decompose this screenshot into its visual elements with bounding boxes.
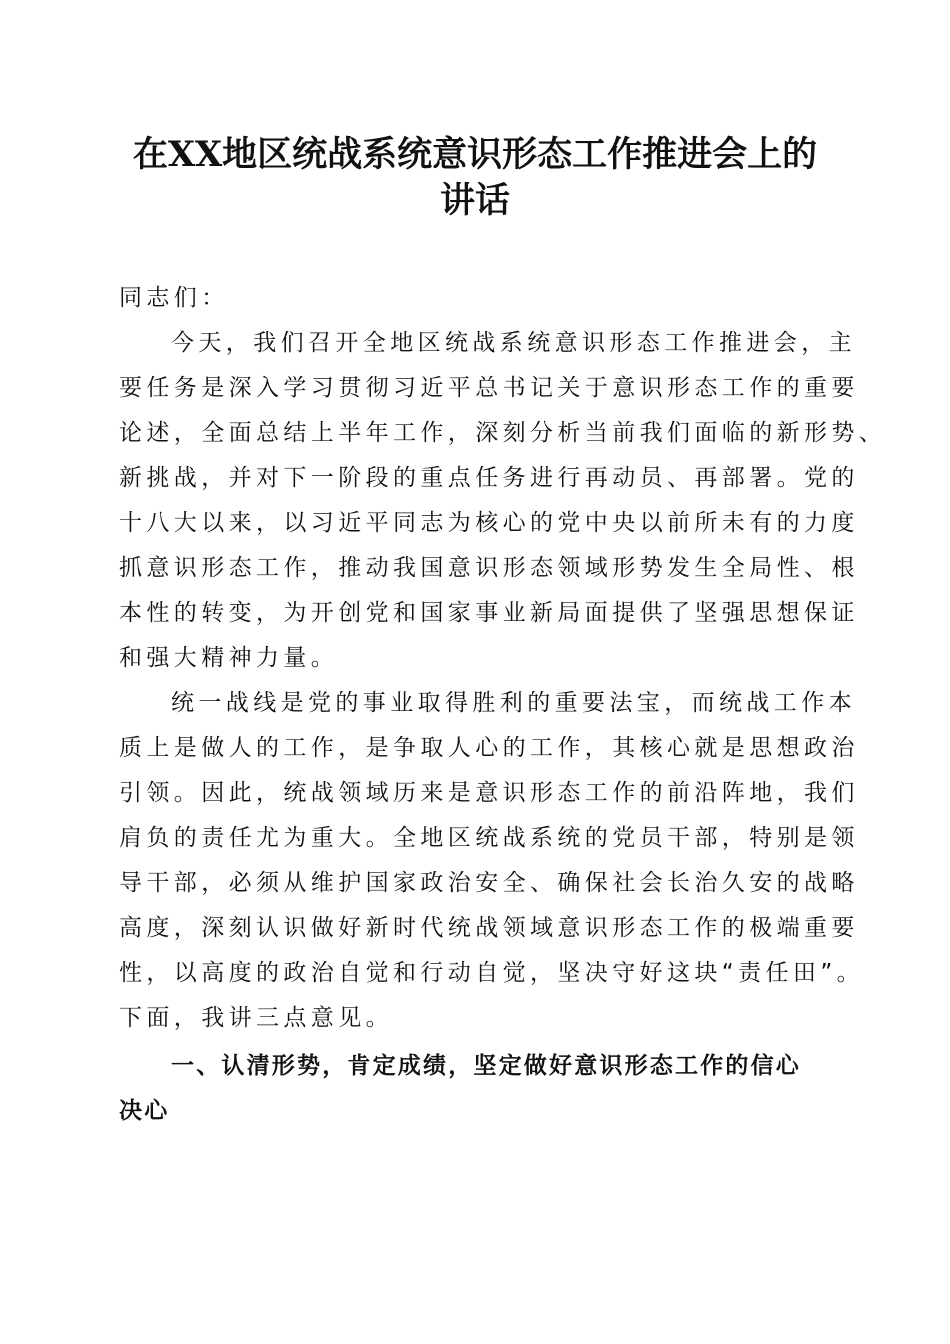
paragraph-line: 引领。因此，统战领域历来是意识形态工作的前沿阵地，我们 [119,780,859,806]
paragraph-line: 新挑战，并对下一阶段的重点任务进行再动员、再部署。党的 [119,465,859,491]
section-heading-1 [119,1044,824,1134]
paragraph-line: 要任务是深入学习贯彻习近平总书记关于意识形态工作的重要 [119,375,859,401]
paragraph-line: 下面，我讲三点意见。 [119,1005,393,1031]
paragraph-line: 十八大以来，以习近平同志为核心的党中央以前所未有的力度 [119,510,859,536]
paragraph-line: 论述，全面总结上半年工作，深刻分析当前我们面临的新形势、 [119,420,887,446]
paragraph-line: 统一战线是党的事业取得胜利的重要法宝，而统战工作本 [171,690,856,716]
title-line-1: 在XX地区统战系统意识形态工作推进会上的 [132,134,818,175]
title-line-2: 讲话 [439,180,510,221]
paragraph-line: 性，以高度的政治自觉和行动自觉，坚决守好这块“责任田”。 [119,960,865,986]
heading-line: 一、认清形势，肯定成绩，坚定做好意识形态工作的信心 [171,1053,801,1079]
paragraph-line: 高度，深刻认识做好新时代统战领域意识形态工作的极端重要 [119,915,859,941]
paragraph-line: 本性的转变，为开创党和国家事业新局面提供了坚强思想保证 [119,600,859,626]
paragraph-line: 今天，我们召开全地区统战系统意识形态工作推进会，主 [171,330,856,356]
paragraph-line: 质上是做人的工作，是争取人心的工作，其核心就是思想政治 [119,735,859,761]
paragraph-2 [119,681,865,1041]
paragraph-line: 肩负的责任尤为重大。全地区统战系统的党员干部，特别是领 [119,825,859,851]
paragraph-line: 导干部，必须从维护国家政治安全、确保社会长治久安的战略 [119,870,859,896]
salutation: 同志们： [119,285,229,311]
paragraph-1 [119,321,887,681]
paragraph-line: 和强大精神力量。 [119,645,339,671]
document-title [100,132,850,224]
heading-line: 决心 [119,1098,170,1124]
document-body [119,276,887,1134]
paragraph-line: 抓意识形态工作，推动我国意识形态领域形势发生全局性、根 [119,555,859,581]
